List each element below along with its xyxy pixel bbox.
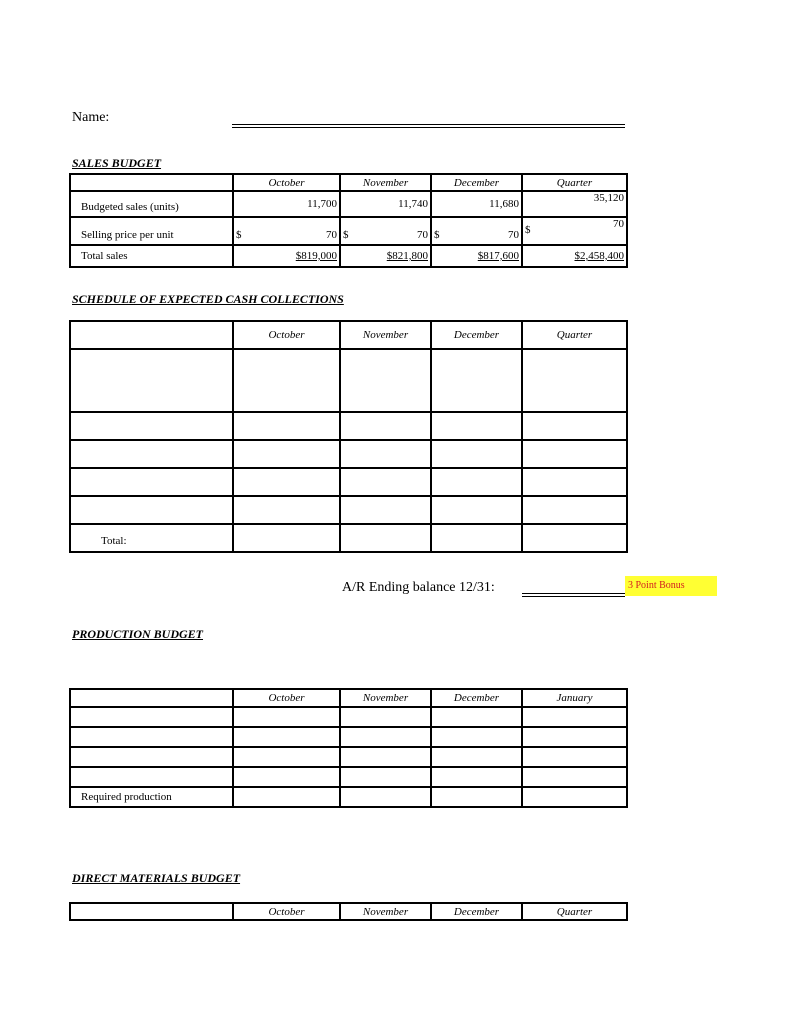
sales-units-label: Budgeted sales (units) [70,191,233,217]
cash-cell[interactable] [70,468,233,496]
sales-total-label: Total sales [70,245,233,267]
production-cell[interactable] [340,707,431,727]
sales-total-row [70,245,627,267]
production-cell[interactable] [233,727,340,747]
direct-materials-table [69,902,628,921]
production-cell[interactable] [522,747,627,767]
cash-cell[interactable] [233,468,340,496]
cash-row-2 [70,412,627,440]
sales-total-october: $819,000 [233,245,340,267]
production-cell[interactable] [340,767,431,787]
production-row-3 [70,747,627,767]
cash-cell[interactable] [431,468,522,496]
sales-price-quarter-value: 70 [613,218,624,230]
sales-price-label: Selling price per unit [70,217,233,245]
cash-cell[interactable] [340,412,431,440]
cash-cell[interactable] [522,496,627,524]
production-budget-table [69,688,628,808]
cash-col-quarter: Quarter [522,321,627,349]
sales-price-quarter [522,217,627,245]
production-cell[interactable] [233,787,340,807]
cash-row-3 [70,440,627,468]
sales-price-row [70,217,627,245]
cash-cell[interactable] [340,349,431,412]
production-required-label: Required production [70,787,233,807]
production-col-november: November [340,689,431,707]
cash-col-december: December [431,321,522,349]
cash-cell[interactable] [233,496,340,524]
name-label: Name: [72,110,110,125]
cash-cell[interactable] [70,440,233,468]
ar-ending-balance-line[interactable] [522,593,625,597]
cash-cell[interactable] [70,349,233,412]
sales-total-november: $821,800 [340,245,431,267]
production-col-january: January [522,689,627,707]
production-cell[interactable] [340,747,431,767]
cash-header-blank [70,321,233,349]
production-cell[interactable] [522,767,627,787]
sales-col-november: November [340,174,431,191]
materials-col-october: October [233,903,340,920]
cash-cell[interactable] [340,496,431,524]
cash-cell[interactable] [522,524,627,552]
currency-symbol: $ [236,229,242,241]
production-cell[interactable] [431,747,522,767]
sales-price-december [431,217,522,245]
currency-symbol: $ [343,229,349,241]
cash-row-5 [70,496,627,524]
cash-cell[interactable] [522,349,627,412]
cash-cell[interactable] [522,468,627,496]
currency-symbol: $ [434,229,440,241]
currency-symbol: $ [525,224,531,236]
production-header-blank [70,689,233,707]
direct-materials-title: DIRECT MATERIALS BUDGET [72,871,241,885]
cash-collections-table [69,320,628,553]
production-cell[interactable] [431,767,522,787]
production-cell[interactable] [522,707,627,727]
materials-col-november: November [340,903,431,920]
cash-cell[interactable] [431,349,522,412]
cash-cell[interactable] [522,440,627,468]
cash-cell[interactable] [233,349,340,412]
cash-header-row [70,321,627,349]
cash-cell[interactable] [340,440,431,468]
materials-col-december: December [431,903,522,920]
production-cell[interactable] [522,727,627,747]
sales-units-november: 11,740 [340,191,431,217]
production-cell[interactable] [431,707,522,727]
sales-units-december: 11,680 [431,191,522,217]
sales-units-october: 11,700 [233,191,340,217]
production-row-1 [70,707,627,727]
cash-col-november: November [340,321,431,349]
cash-collections-title: SCHEDULE OF EXPECTED CASH COLLECTIONS [72,292,344,306]
cash-cell[interactable] [70,412,233,440]
production-row-2 [70,727,627,747]
production-cell[interactable] [70,767,233,787]
cash-cell[interactable] [340,468,431,496]
sales-units-quarter: 35,120 [522,191,627,217]
cash-cell[interactable] [431,524,522,552]
sales-price-december-value: 70 [508,229,519,241]
cash-cell[interactable] [233,440,340,468]
cash-row-4 [70,468,627,496]
sales-total-december: $817,600 [431,245,522,267]
sales-header-blank [70,174,233,191]
production-cell[interactable] [431,787,522,807]
sales-col-december: December [431,174,522,191]
sales-price-october-value: 70 [326,229,337,241]
production-cell[interactable] [233,767,340,787]
sales-total-quarter: $2,458,400 [522,245,627,267]
sales-price-october [233,217,340,245]
production-cell[interactable] [340,787,431,807]
sales-header-row [70,174,627,191]
cash-cell[interactable] [233,412,340,440]
cash-cell[interactable] [522,412,627,440]
cash-row-1 [70,349,627,412]
materials-header-blank [70,903,233,920]
production-budget-title: PRODUCTION BUDGET [72,627,204,641]
production-col-december: December [431,689,522,707]
production-header-row [70,689,627,707]
production-cell[interactable] [233,707,340,727]
sales-price-november [340,217,431,245]
materials-col-quarter: Quarter [522,903,627,920]
cash-cell[interactable] [340,524,431,552]
sales-col-october: October [233,174,340,191]
sales-units-row [70,191,627,217]
cash-cell[interactable] [233,524,340,552]
cash-cell[interactable] [70,496,233,524]
production-col-october: October [233,689,340,707]
production-cell[interactable] [70,707,233,727]
production-cell[interactable] [522,787,627,807]
production-cell[interactable] [70,747,233,767]
production-cell[interactable] [233,747,340,767]
production-cell[interactable] [431,727,522,747]
production-row-4 [70,767,627,787]
cash-cell[interactable] [431,440,522,468]
production-cell[interactable] [340,727,431,747]
sales-price-november-value: 70 [417,229,428,241]
cash-col-october: October [233,321,340,349]
sales-budget-title: SALES BUDGET [72,156,162,170]
cash-total-label: Total: [70,524,233,552]
sales-col-quarter: Quarter [522,174,627,191]
materials-header-row [70,903,627,920]
production-required-row [70,787,627,807]
cash-cell[interactable] [431,496,522,524]
cash-total-row [70,524,627,552]
production-cell[interactable] [70,727,233,747]
cash-cell[interactable] [431,412,522,440]
ar-ending-balance-label: A/R Ending balance 12/31: [342,580,495,595]
sales-budget-table [69,173,628,268]
bonus-badge: 3 Point Bonus [625,576,717,596]
name-input-line[interactable] [232,124,625,128]
